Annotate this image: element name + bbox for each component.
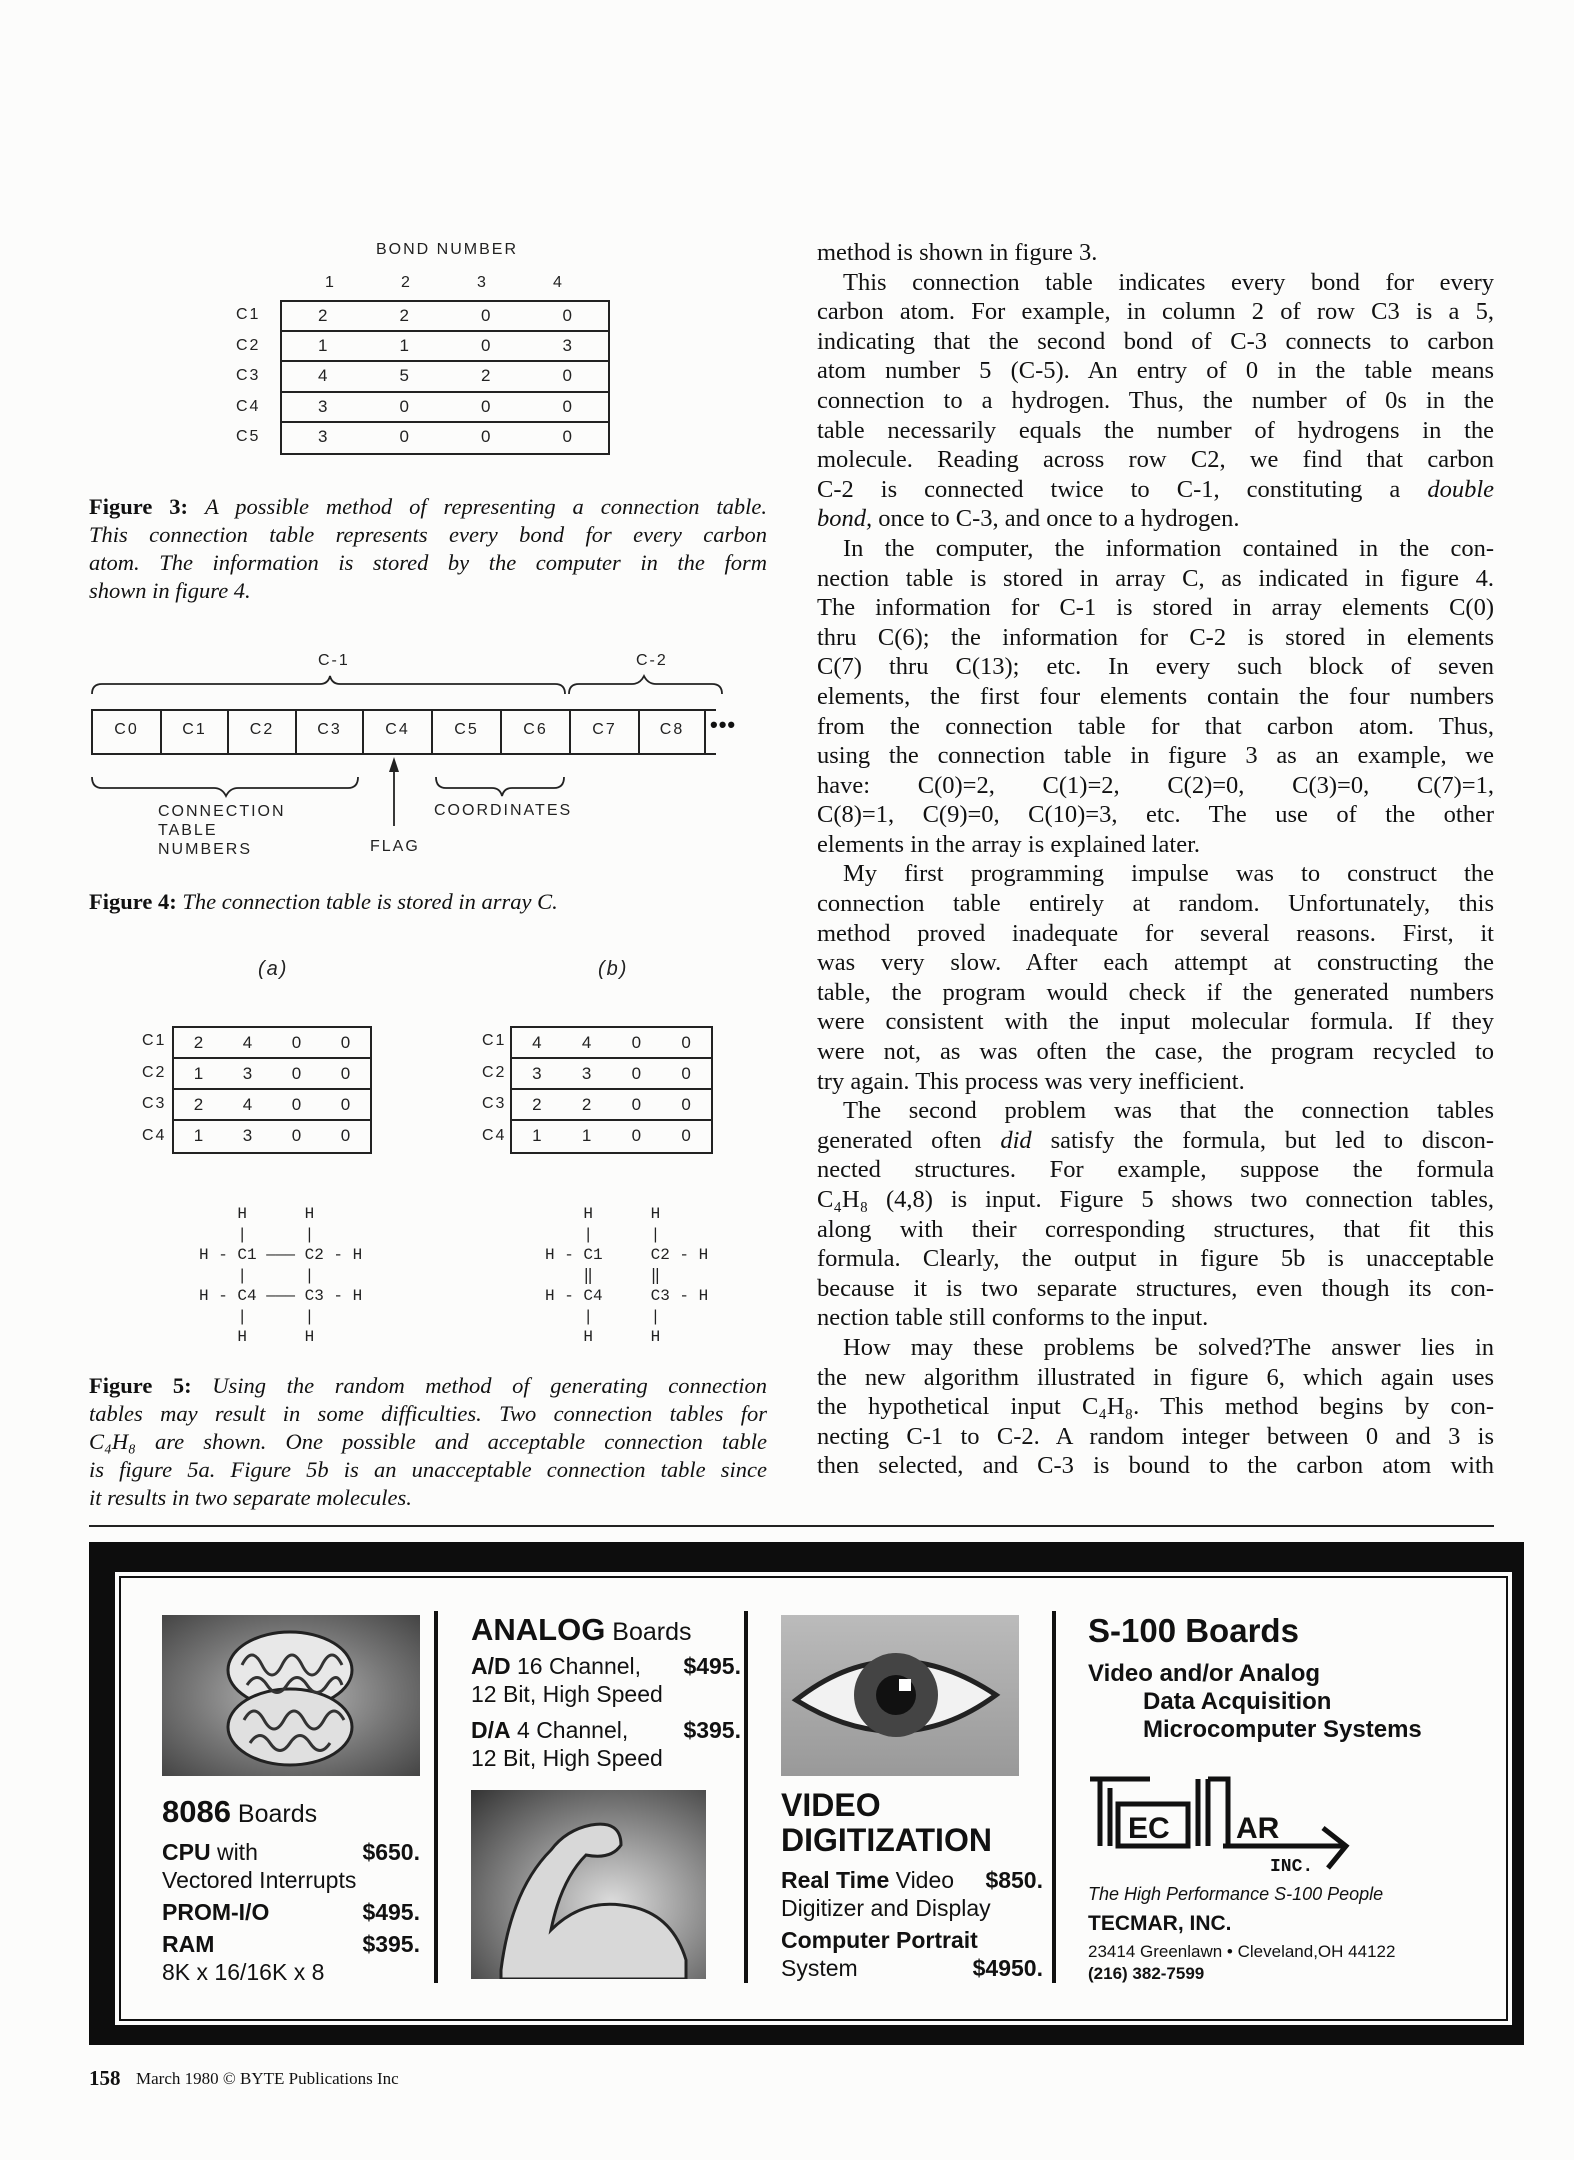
caption-line: is figure 5a. Figure 5b is an unacceptable connection table since [89,1457,767,1482]
text-line [817,978,1494,1008]
text-line [817,356,1494,386]
analog-boards-title [471,1612,692,1648]
footer-credit: March 1980 © BYTE Publications Inc [136,2069,399,2088]
row-label: C4 [142,1126,167,1144]
price: $4950. [972,1955,1043,1981]
product-name: RAM [162,1931,215,1957]
bond-column-header: 3 [477,274,488,291]
text-run: connection to a hydrogen. Thus, the number of 0s in the [817,386,1494,414]
text-line [817,564,1494,594]
label-line: CONNECTION [158,803,286,820]
text-line [817,1067,1494,1097]
product-line [471,1652,741,1680]
table-row [174,1028,370,1059]
product-line [162,1838,420,1866]
table-row [512,1090,711,1121]
panel-a-label: (a) [258,958,289,980]
table-cell: 1 [318,336,328,356]
emphasis: double [1427,475,1494,503]
text-line [817,1007,1494,1037]
table-cell: 4 [532,1033,542,1052]
product-line [162,1898,420,1926]
table-cell: 0 [340,1095,351,1114]
table-cell: 0 [291,1126,302,1145]
caption-label: Figure 5: [89,1373,192,1398]
title-rest: Boards [605,1618,692,1646]
table-row [174,1090,370,1121]
subtitle-line: Microcomputer Systems [1143,1716,1422,1743]
text-run: from the connection table for that carbon atom. Thus, [817,712,1494,740]
product-line [471,1716,741,1744]
caption-line: shown in figure 4. [89,578,251,603]
table-cell: 0 [291,1033,302,1052]
row-label: C3 [482,1095,507,1112]
table-cell: 2 [193,1033,204,1052]
coordinates-label: COORDINATES [434,802,573,819]
emphasis: bond, [817,505,873,533]
section-divider [89,1525,1494,1527]
row-label: C2 [236,336,261,354]
table-cell: 2 [318,306,328,325]
table-cell: 0 [681,1064,691,1083]
s100-subtitle [1088,1660,1422,1744]
product-line [471,1680,741,1708]
table-cell: 1 [193,1064,204,1083]
table-cell: 4 [242,1033,253,1052]
product-detail: 12 Bit, High Speed [471,1681,663,1707]
caption-line: A possible method of representing a connection table. [204,494,768,519]
product-detail: Video [889,1867,955,1893]
text-line [817,859,1494,889]
text-run: were consistent with the input molecular formula. If they [817,1008,1494,1036]
table-cell: 3 [318,396,328,416]
text-run: The second problem was that the connection tables [843,1097,1494,1125]
row-label: C2 [482,1063,507,1081]
figure-4-braces [0,0,800,900]
price: $395. [362,1931,420,1957]
table-cell: 0 [340,1064,351,1083]
text-line [817,1244,1494,1274]
product-line [162,1866,420,1894]
table-cell: 0 [481,336,491,356]
product-name: Real Time [781,1867,890,1893]
array-cell: C5 [431,709,500,755]
title-line: DIGITIZATION [781,1822,992,1858]
text-run: along with their corresponding structures, that fit this [817,1215,1494,1243]
brace-coordinates [436,777,564,796]
company-phone: (216) 382-7599 [1088,1964,1205,1983]
array-cell-divider [704,709,706,755]
text-line [817,1363,1494,1393]
price: $395. [683,1717,741,1743]
caption-line: tables may result in some difficulties. Two connection tables for [89,1401,767,1426]
text-run: My first programming impulse was to construct the [843,860,1494,888]
text-line [817,889,1494,919]
text-line [817,445,1494,475]
text-run: C₄H₈ (4,8) is input. Figure 5 shows two connection tables, [817,1186,1494,1213]
text-line [817,1096,1494,1126]
row-label: C3 [142,1095,167,1112]
text-run: was very slow. After each attempt at constructing the [817,949,1494,977]
text-line [817,268,1494,298]
muscle-arm-illustration [471,1790,706,1979]
table-cell: 0 [291,1064,302,1083]
text-run: have: C(0)=2, C(1)=2, C(2)=0, C(3)=0, C(7)=1, [817,771,1494,799]
tagline: The High Performance S-100 People [1088,1884,1384,1904]
text-run: because it is two separate structures, even though its con- [817,1274,1494,1302]
row-label: C4 [482,1126,507,1144]
product-name: Computer Portrait [781,1927,978,1953]
text-run: How may these problems be solved?The answer lies in [843,1333,1494,1361]
text-run: satisfy the formula, but led to discon- [1031,1126,1494,1154]
bond-number-header: BOND NUMBER [376,241,519,258]
table-cell: 3 [532,1064,542,1083]
group-label-c2: C-2 [636,652,668,669]
text-run: once to C-3, and once to a hydrogen. [872,505,1240,533]
product-detail: 4 Channel, [510,1717,629,1743]
table-cell: 0 [399,426,409,446]
text-run: then selected, and C-3 is bound to the carbon atom with [817,1452,1494,1480]
text-run: necting C-1 to C-2. A random integer between 0 and 3 is [817,1422,1494,1450]
row-label: C5 [236,428,261,446]
text-run: table necessarily equals the number of hydrogens in the [817,416,1494,444]
text-run: molecule. Reading across row C2, we find that carbon [817,446,1494,474]
table-cell: 3 [581,1064,592,1083]
price: $495. [362,1899,420,1925]
s100-boards-title: S-100 Boards [1088,1612,1299,1649]
eye-illustration [781,1615,1019,1776]
product-name: PROM-I/O [162,1899,270,1925]
text-run: elements, the first four elements contain the four numbers [817,682,1494,710]
bond-column-header: 4 [553,274,564,291]
label-line: NUMBERS [158,841,253,858]
table-row [174,1121,370,1152]
bond-column-header: 1 [325,274,336,291]
text-line [817,800,1494,830]
bond-column-header: 2 [401,274,412,291]
table-cell: 2 [481,366,491,386]
logo-inc: INC. [1270,1857,1314,1877]
emphasis: did [1000,1126,1032,1154]
table-cell: 0 [291,1095,302,1114]
text-line [817,1215,1494,1245]
row-label: C3 [236,367,261,385]
text-run: elements in the array is explained later. [817,830,1201,858]
array-cell: C7 [569,709,638,755]
array-cell: C8 [638,709,704,755]
product-line [471,1744,741,1772]
table-cell: 0 [481,306,491,325]
caption-label: Figure 4: [89,889,177,914]
structure-a: H H | | H - C1 ——— C2 - H | | H - C4 ——— C3 - H | | H H [199,1205,363,1346]
table-cell: 2 [532,1095,542,1114]
text-line [817,1392,1494,1422]
text-line [817,1126,1494,1156]
ellipsis: ••• [710,712,737,737]
text-run: In the computer, the information contained in the con- [843,534,1494,562]
table-cell: 3 [242,1126,253,1145]
title-line: VIDEO [781,1787,881,1823]
title-rest: Boards [230,1800,318,1828]
text-line [817,1333,1494,1363]
array-cell: C6 [500,709,569,755]
text-line [817,1451,1494,1481]
table-cell: 0 [562,306,572,325]
product-name: A/D [471,1653,511,1679]
product-detail: Digitizer and Display [781,1895,991,1921]
text-run: This connection table indicates every bond for every [843,268,1494,296]
text-line [817,741,1494,771]
text-run: C(8)=1, C(9)=0, C(10)=3, etc. The use of the other [817,801,1494,829]
table-cell: 0 [631,1126,642,1145]
text-line [817,1037,1494,1067]
table-cell: 0 [631,1064,642,1083]
product-line [781,1954,1043,1982]
text-line [817,593,1494,623]
subtitle-line: Data Acquisition [1143,1688,1332,1715]
array-cell: C1 [160,709,227,755]
text-run: nected structures. For example, suppose the formula [817,1156,1494,1184]
text-run: The information for C-1 is stored in array elements C(0) [817,594,1494,622]
table-cell: 0 [399,396,409,416]
page-number: 158 [89,2066,121,2090]
table-cell: 1 [532,1126,542,1145]
text-run: indicating that the second bond of C-3 connects to carbon [817,327,1494,355]
table-cell: 0 [481,396,491,416]
table-row [174,1059,370,1090]
price: $850. [985,1867,1043,1893]
array-cell: C3 [295,709,362,755]
text-line [817,919,1494,949]
text-run: method proved inadequate for several reasons. First, it [817,919,1494,947]
table-cell: 2 [399,306,409,325]
table-cell: 0 [340,1126,351,1145]
text-line [817,1303,1494,1333]
product-name: CPU [162,1839,211,1865]
product-detail: System [781,1955,858,1981]
text-run: the new algorithm illustrated in figure 6, which again uses [817,1363,1494,1391]
logo-ec: EC [1128,1812,1170,1845]
text-run: table, the program would check if the generated numbers [817,978,1494,1006]
price: $650. [362,1839,420,1865]
text-line [817,386,1494,416]
product-line [162,1958,420,1986]
text-line [817,1274,1494,1304]
table-cell: 3 [318,426,328,446]
text-line [817,830,1494,860]
text-run: thru C(6); the information for C-2 is stored in elements [817,623,1494,651]
text-line [817,475,1494,505]
connection-table-numbers-label [158,802,286,859]
table-cell: 1 [193,1126,204,1145]
array-cell: C0 [91,709,160,755]
table-row [512,1028,711,1059]
eye-icon [781,1615,1019,1776]
text-run: using the connection table in figure 3 as an example, we [817,742,1494,770]
flag-arrowhead [389,757,399,772]
subtitle-line: Video and/or Analog [1088,1660,1321,1687]
text-run: were not, as was often the case, the program recycled to [817,1038,1494,1066]
text-run: formula. Clearly, the output in figure 5b is unacceptable [817,1245,1494,1273]
caption-line: it results in two separate molecules. [89,1485,412,1510]
title-bold: 8086 [162,1794,231,1829]
text-run: the hypothetical input C₄H₈. This method begins by con- [817,1393,1494,1421]
panel-b-label: (b) [598,958,629,980]
text-line [817,416,1494,446]
table-cell: 2 [193,1095,204,1114]
table-cell: 4 [318,366,328,386]
text-line [817,623,1494,653]
table-cell: 0 [562,366,572,386]
table-cell: 5 [399,366,409,386]
product-detail: with [210,1839,258,1865]
text-line [817,327,1494,357]
caption-line: The connection table is stored in array C. [182,889,558,914]
text-run: method is shown in figure 3. [817,239,1098,266]
group-label-c1: C-1 [318,652,350,669]
array-cell: C4 [362,709,431,755]
column-divider [744,1611,748,1983]
product-line [781,1866,1043,1894]
table-row [512,1059,711,1090]
column-divider [434,1611,438,1983]
table-cell: 0 [681,1095,691,1114]
caption-line: This connection table represents every bond for every carbon [89,522,767,547]
title-bold: ANALOG [471,1612,606,1647]
company-name: TECMAR, INC. [1088,1912,1232,1935]
caption-line: C₄H₈ are shown. One possible and acceptable connection table [89,1429,767,1454]
caption-line: atom. The information is stored by the computer in the form [89,550,767,575]
flexed-arm-icon [471,1790,706,1979]
brain-illustration [162,1615,420,1776]
text-line [817,652,1494,682]
product-line [781,1894,1043,1922]
table-cell: 0 [340,1033,351,1052]
text-run: try again. This process was very inefficient. [817,1067,1245,1095]
text-line [817,1155,1494,1185]
table-cell: 0 [631,1033,642,1052]
text-line [817,1422,1494,1452]
table-cell: 2 [581,1095,592,1114]
product-line [781,1926,1043,1954]
table-cell: 3 [562,336,572,356]
table-cell: 3 [242,1064,253,1083]
price: $495. [683,1653,741,1679]
company-address: 23414 Greenlawn • Cleveland,OH 44122 [1088,1942,1396,1961]
table-cell: 0 [562,396,572,416]
article-body [817,238,1494,1481]
caption-label: Figure 3: [89,494,189,519]
caption-line: Using the random method of generating connection [212,1373,767,1398]
connection-table-b [510,1026,713,1154]
text-run: generated often [817,1126,1001,1154]
table-cell: 0 [631,1095,642,1114]
table-cell: 0 [681,1126,691,1145]
row-label: C4 [236,397,261,415]
text-line [817,948,1494,978]
text-run: carbon atom. For example, in column 2 of row C3 is a 5, [817,298,1494,326]
brace-connection [92,777,358,796]
table-cell: 1 [581,1126,592,1145]
figure-5-caption [89,1372,767,1512]
text-run: C-2 is connected twice to C-1, constituting a [817,475,1428,503]
text-line [817,297,1494,327]
product-detail: 12 Bit, High Speed [471,1745,663,1771]
tecmar-logo [1088,1776,1388,1886]
row-label: C2 [142,1063,167,1081]
table-cell: 1 [399,336,409,356]
text-run: C(7) thru C(13); etc. In every such block of seven [817,653,1494,681]
product-name: D/A [471,1717,511,1743]
text-line [817,712,1494,742]
connection-table-a [172,1026,372,1154]
table-cell: 4 [581,1033,592,1052]
text-line [817,682,1494,712]
brace-c2 [569,676,722,694]
text-run: atom number 5 (C-5). An entry of 0 in the table means [817,357,1494,385]
brain-icon [162,1615,420,1776]
product-detail: Vectored Interrupts [162,1867,357,1893]
text-run: connection table entirely at random. Unfortunately, this [817,890,1494,918]
table-cell: 0 [562,426,572,446]
array-cell: C2 [227,709,295,755]
flag-label: FLAG [370,838,420,855]
figure-4-caption [89,888,767,916]
row-label: C1 [236,306,261,323]
logo-ar: AR [1236,1812,1280,1845]
video-digitization-title [781,1788,992,1858]
product-detail: 8K x 16/16K x 8 [162,1959,325,1985]
table-cell: 0 [481,426,491,446]
text-run: nection table still conforms to the input. [817,1304,1209,1332]
brace-c1 [92,676,565,694]
label-line: TABLE [158,822,218,839]
text-line [817,534,1494,564]
text-line [817,1185,1494,1215]
text-run: nection table is stored in array C, as indicated in figure 4. [817,564,1494,592]
table-row [512,1121,711,1152]
structure-b: H H | | H - C1 C2 - H ‖ ‖ H - C4 C3 - H | | H H [545,1205,709,1346]
product-detail: 16 Channel, [510,1653,642,1679]
row-label: C1 [142,1032,167,1049]
column-divider [1052,1611,1056,1983]
8086-boards-title [162,1794,317,1830]
table-cell: 0 [681,1033,691,1052]
table-cell: 4 [242,1095,253,1114]
product-line [162,1930,420,1958]
text-line [817,504,1494,534]
text-line [817,771,1494,801]
row-label: C1 [482,1032,507,1049]
text-line [817,238,1494,268]
